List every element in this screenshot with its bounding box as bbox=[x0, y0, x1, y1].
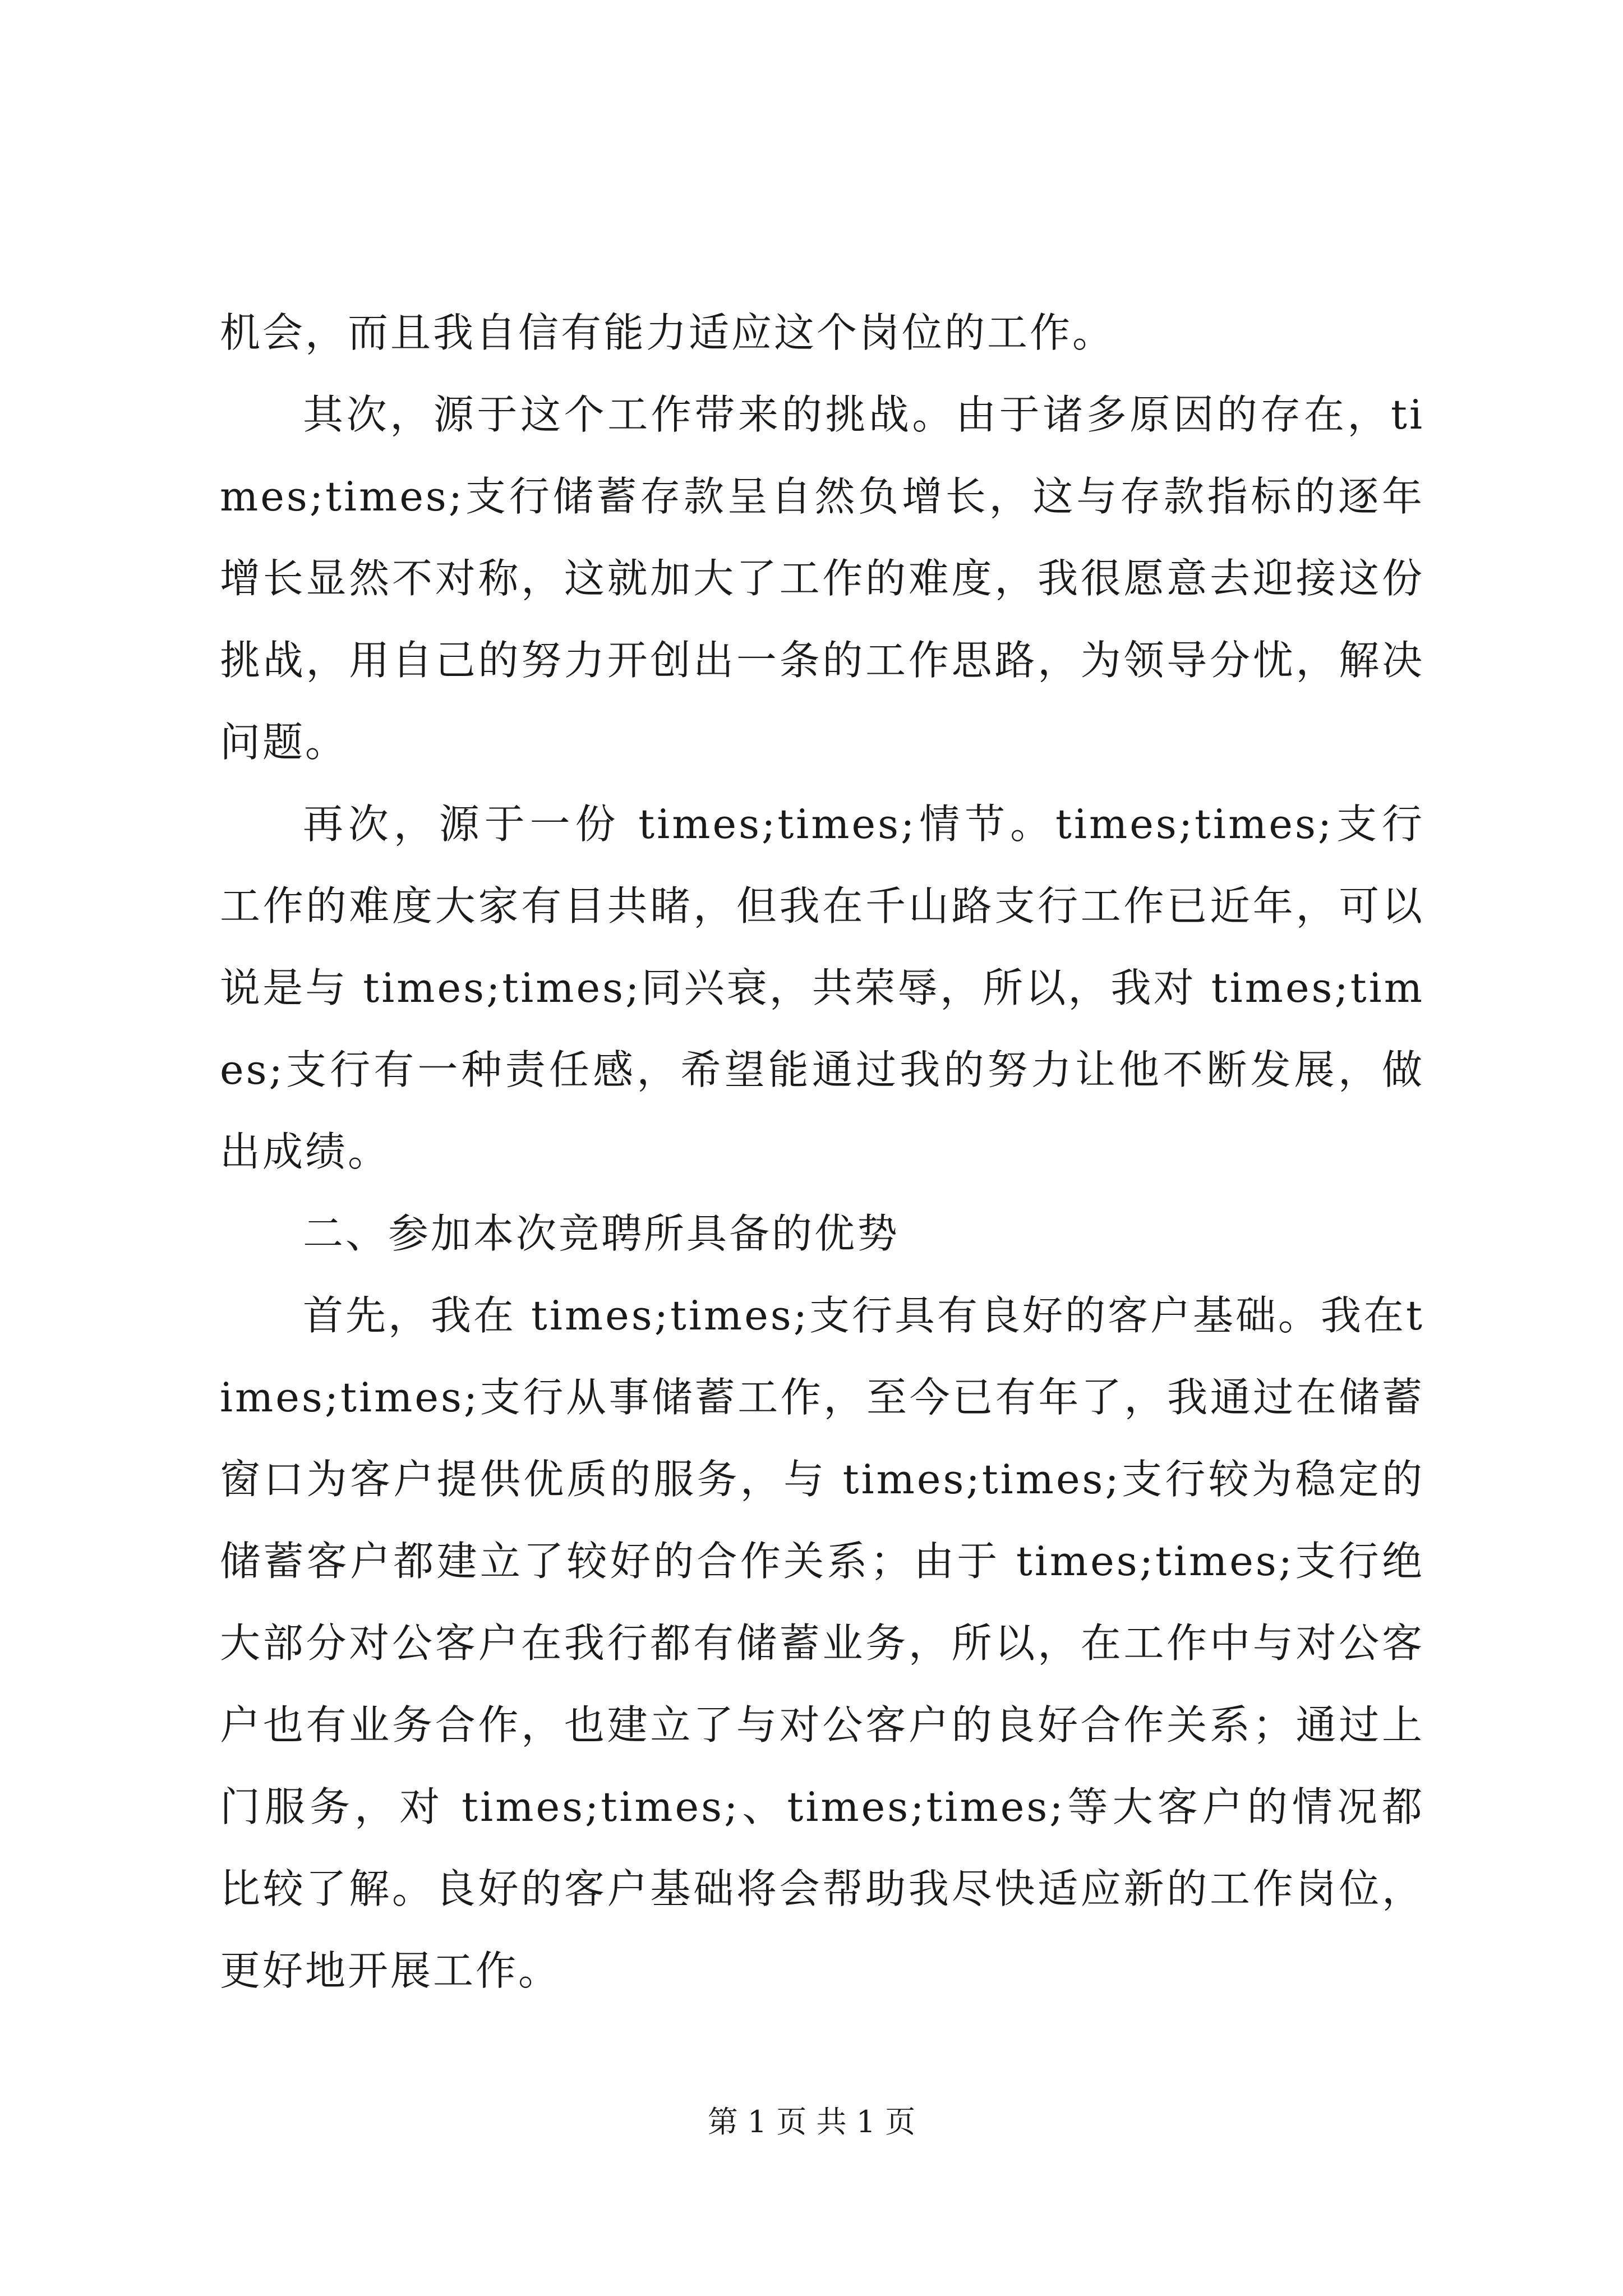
document-body bbox=[220, 292, 1424, 2012]
paragraph-2: 其次，源于这个工作带来的挑战。由于诸多原因的存在，times;times;支行储蓄存款呈自然负增长，这与存款指标的逐年增长显然不对称，这就加大了工作的难度，我很愿意去迎接这份挑战，用自己的努力开创出一条的工作思路，为领导分忧，解决问题。 bbox=[220, 391, 1424, 766]
paragraph-4: 首先，我在 times;times;支行具有良好的客户基础。我在times;times;支行从事储蓄工作，至今已有年了，我通过在储蓄窗口为客户提供优质的服务，与 times;times;支行较为稳定的储蓄客户都建立了较好的合作关系；由于 times;times;支行绝大部分对公客户在我行都有储蓄业务，所以，在工作中与对公客户也有业务合作，也建立了与对公客户的良好合作关系；通过上门服务，对 times;times;、times;times;等大客户的情况都比较了解。良好的客户基础将会帮助我尽快适应新的工作岗位，更好地开展工作。 bbox=[220, 1292, 1424, 1994]
paragraph-3: 再次，源于一份 times;times;情节。times;times;支行工作的难度大家有目共睹，但我在千山路支行工作已近年，可以说是与 times;times;同兴衰，共荣辱，所以，我对 times;times;支行有一种责任感，希望能通过我的努力让他不断发展，做出成绩。 bbox=[220, 800, 1424, 1175]
paragraph-1: 机会，而且我自信有能力适应这个岗位的工作。 bbox=[220, 309, 1115, 356]
section-heading: 二、参加本次竞聘所具备的优势 bbox=[303, 1210, 900, 1257]
page-footer: 第 1 页 共 1 页 bbox=[707, 2104, 916, 2139]
